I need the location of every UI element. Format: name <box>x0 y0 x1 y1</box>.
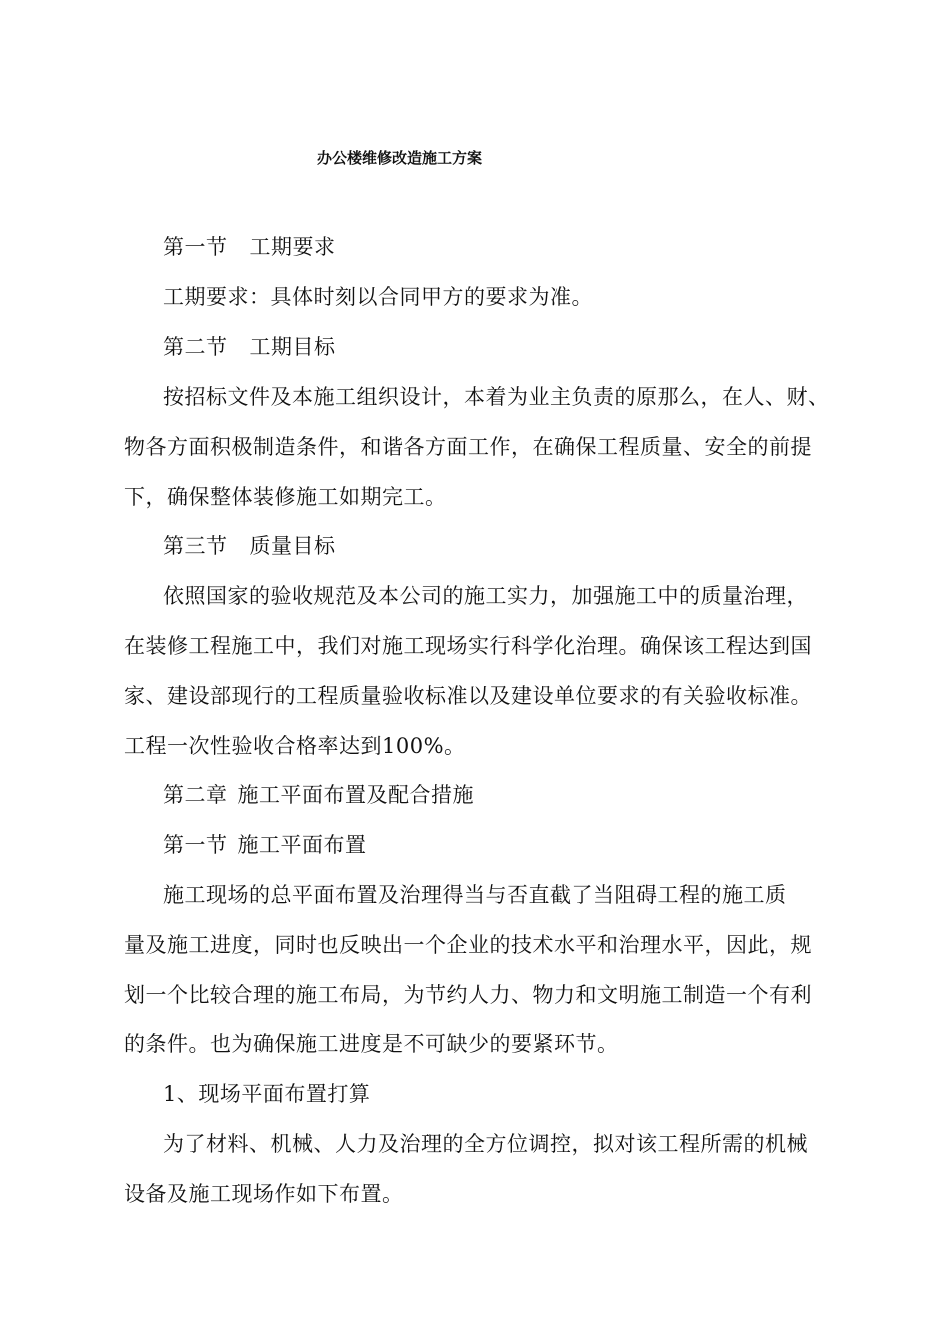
section1-heading <box>163 232 336 262</box>
paragraph-line: 家、建设部现行的工程质量验收标准以及建设单位要求的有关验收标准。 <box>124 684 812 708</box>
ch2-section1-heading <box>163 830 367 860</box>
paragraph-line: 工程一次性验收合格率达到100%。 <box>124 734 466 758</box>
section2-heading <box>163 332 336 362</box>
ch2-section1-heading-text: 施工平面布置 <box>237 833 367 857</box>
paragraph-line: 物各方面积极制造条件，和谐各方面工作，在确保工程质量、安全的前提 <box>124 435 812 459</box>
paragraph-line: 依照国家的验收规范及本公司的施工实力，加强施工中的质量治理， <box>163 584 808 608</box>
section3-heading-text: 质量目标 <box>249 534 336 558</box>
paragraph-line: 划一个比较合理的施工布局，为节约人力、物力和文明施工制造一个有利 <box>124 983 812 1007</box>
section3-heading <box>163 531 336 561</box>
section3-heading-number: 第三节 <box>163 534 228 558</box>
section2-heading-text: 工期目标 <box>249 335 336 359</box>
chapter2-heading-number: 第二章 <box>163 783 228 807</box>
section1-body: 工期要求：具体时刻以合同甲方的要求为准。 <box>163 285 593 309</box>
chapter2-heading-text: 施工平面布置及配合措施 <box>237 783 474 807</box>
section1-heading-number: 第一节 <box>163 235 228 259</box>
paragraph-line: 在装修工程施工中，我们对施工现场实行科学化治理。确保该工程达到国 <box>124 634 812 658</box>
paragraph-line: 施工现场的总平面布置及治理得当与否直截了当阻碍工程的施工质 <box>163 883 787 907</box>
paragraph-line: 量及施工进度，同时也反映出一个企业的技术水平和治理水平，因此，规 <box>124 933 812 957</box>
ch2-section1-heading-number: 第一节 <box>163 833 228 857</box>
paragraph-line: 为了材料、机械、人力及治理的全方位调控，拟对该工程所需的机械 <box>163 1132 808 1156</box>
document-title: 办公楼维修改造施工方案 <box>317 149 483 167</box>
section1-heading-text: 工期要求 <box>249 235 336 259</box>
chapter2-heading <box>163 780 474 810</box>
section2-heading-number: 第二节 <box>163 335 228 359</box>
paragraph-line: 按招标文件及本施工组织设计，本着为业主负责的原那么，在人、财、 <box>163 385 830 409</box>
item1-heading: 1、现场平面布置打算 <box>163 1082 371 1106</box>
paragraph-line: 下，确保整体装修施工如期完工。 <box>124 485 447 509</box>
paragraph-line: 设备及施工现场作如下布置。 <box>124 1182 404 1206</box>
paragraph-line: 的条件。也为确保施工进度是不可缺少的要紧环节。 <box>124 1032 619 1056</box>
